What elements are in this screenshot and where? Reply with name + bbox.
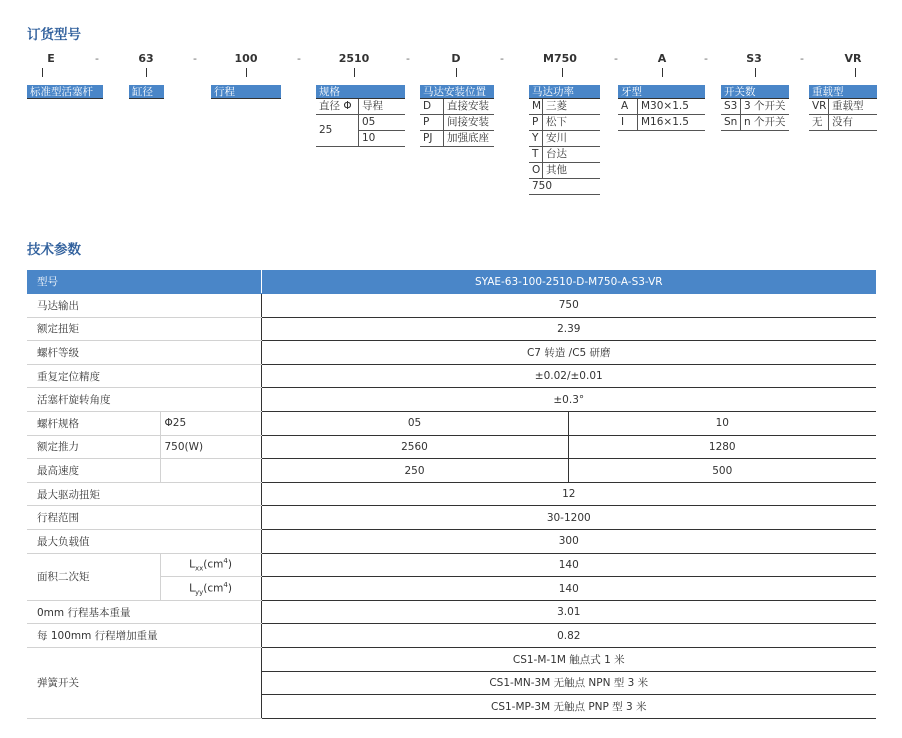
option-row	[618, 115, 705, 131]
option-code: Y	[529, 131, 543, 146]
row-value: 140	[261, 577, 876, 601]
row-label: 最大负载值	[27, 530, 261, 554]
code-tick	[42, 68, 43, 77]
block-motor-mount	[420, 85, 494, 147]
block-bore	[129, 85, 164, 99]
row-value: 30-1200	[261, 506, 876, 530]
option-code: P	[420, 115, 444, 130]
table-row	[27, 624, 876, 648]
code-tick	[246, 68, 247, 77]
code-tick	[562, 68, 563, 77]
table-row	[27, 388, 876, 412]
row-value: CS1-MN-3M 无触点 NPN 型 3 米	[261, 671, 876, 695]
code-dash: -	[500, 52, 504, 65]
lxx-label: $L_{xx}(cm^4)$	[160, 553, 261, 577]
option-code: O	[529, 163, 543, 178]
option-desc: 3 个开关	[744, 100, 786, 112]
row-sub-label	[160, 459, 261, 483]
option-code: P	[529, 115, 543, 130]
row-value: C7 转造 /C5 研磨	[261, 341, 876, 365]
option-desc: 直接安装	[447, 100, 489, 112]
option-code: VR	[809, 99, 829, 114]
option-row	[721, 115, 789, 131]
option-row	[721, 99, 789, 115]
option-row	[529, 147, 600, 163]
block-header: 开关数	[721, 85, 789, 99]
option-desc: n 个开关	[744, 116, 786, 128]
row-label: 行程范围	[27, 506, 261, 530]
row-value: 05	[261, 412, 568, 436]
code-segment: M750	[543, 52, 577, 65]
code-tick	[855, 68, 856, 77]
option-code: T	[529, 147, 543, 162]
option-row	[529, 99, 600, 115]
block-header: 重载型	[809, 85, 877, 99]
table-row	[27, 600, 876, 624]
option-row	[618, 99, 705, 115]
table-row	[27, 459, 876, 483]
code-dash: -	[800, 52, 804, 65]
code-segment: E	[47, 52, 55, 65]
row-label: 弹簧开关	[27, 648, 261, 719]
table-row	[27, 530, 876, 554]
row-value: CS1-MP-3M 无触点 PNP 型 3 米	[261, 695, 876, 719]
code-tick	[146, 68, 147, 77]
row-value: 10	[568, 412, 876, 436]
code-segment: VR	[844, 52, 862, 65]
option-row	[809, 99, 877, 115]
table-row	[27, 294, 876, 318]
option-desc: 安川	[546, 132, 567, 144]
option-desc: 间接安装	[447, 116, 489, 128]
block-spec	[316, 85, 405, 147]
row-value: 0.82	[261, 624, 876, 648]
table-row	[27, 482, 876, 506]
block-header: 行程	[211, 85, 281, 99]
option-row	[809, 115, 877, 131]
block-header: 马达安装位置	[420, 85, 494, 99]
block-heavy-load	[809, 85, 877, 131]
spec-header-row	[316, 99, 405, 115]
option-code: PJ	[420, 131, 444, 146]
option-row	[420, 99, 494, 115]
option-code: S3	[721, 99, 741, 114]
row-label: 0mm 行程基本重量	[27, 600, 261, 624]
option-code: I	[618, 115, 638, 130]
option-desc: M16×1.5	[641, 116, 689, 128]
table-row	[27, 364, 876, 388]
option-code: Sn	[721, 115, 741, 130]
table-row	[27, 435, 876, 459]
table-row	[27, 553, 876, 577]
tech-spec-title: 技术参数	[27, 242, 81, 258]
code-segment: 2510	[338, 52, 370, 65]
block-header: 规格	[316, 85, 405, 99]
row-label: 螺杆等级	[27, 341, 261, 365]
spec-col-lead: 导程	[362, 100, 383, 112]
code-segment: 100	[234, 52, 258, 65]
spec-col-diameter: 直径 Φ	[316, 99, 359, 114]
row-value: CS1-M-1M 触点式 1 米	[261, 648, 876, 672]
spec-leads	[359, 115, 405, 146]
code-tick	[354, 68, 355, 77]
row-label: 面积二次矩	[27, 553, 160, 600]
row-sub-label: 750(W)	[160, 435, 261, 459]
option-row	[529, 115, 600, 131]
block-switch-count	[721, 85, 789, 131]
row-label: 马达输出	[27, 294, 261, 318]
option-row	[529, 163, 600, 179]
row-value: 500	[568, 459, 876, 483]
row-label: 每 100mm 行程增加重量	[27, 624, 261, 648]
table-row	[27, 270, 876, 294]
motor-power-value: 750	[532, 180, 553, 192]
model-value: SYAE-63-100-2510-D-M750-A-S3-VR	[261, 270, 876, 294]
code-dash: -	[406, 52, 410, 65]
order-code-title: 订货型号	[27, 27, 81, 43]
row-value: 300	[261, 530, 876, 554]
row-value: ±0.3°	[261, 388, 876, 412]
code-segment: S3	[746, 52, 762, 65]
code-segment: 63	[138, 52, 154, 65]
code-tick	[755, 68, 756, 77]
table-row	[27, 341, 876, 365]
row-value: 140	[261, 553, 876, 577]
option-desc: 三菱	[546, 100, 567, 112]
block-stroke	[211, 85, 281, 99]
table-row	[27, 648, 876, 672]
option-row	[420, 115, 494, 131]
option-desc: 台达	[546, 148, 567, 160]
row-value: 2.39	[261, 317, 876, 341]
code-segment: D	[451, 52, 461, 65]
row-label: 螺杆规格	[27, 412, 160, 436]
row-value: 1280	[568, 435, 876, 459]
row-value: ±0.02/±0.01	[261, 364, 876, 388]
block-piston-rod	[27, 85, 103, 99]
option-desc: 没有	[832, 116, 853, 128]
table-row	[27, 506, 876, 530]
row-sub-label: Φ25	[160, 412, 261, 436]
option-code: M	[529, 99, 543, 114]
code-dash: -	[95, 52, 99, 65]
option-row	[529, 131, 600, 147]
option-desc: M30×1.5	[641, 100, 689, 112]
block-motor-power	[529, 85, 600, 195]
code-segment: A	[657, 52, 667, 65]
row-value: 12	[261, 482, 876, 506]
row-label: 额定推力	[27, 435, 160, 459]
row-label: 最大驱动扭矩	[27, 482, 261, 506]
option-desc: 其他	[546, 164, 567, 176]
block-header: 标准型活塞杆	[27, 85, 103, 99]
code-dash: -	[193, 52, 197, 65]
code-tick	[662, 68, 663, 77]
row-label: 活塞杆旋转角度	[27, 388, 261, 412]
option-desc: 加强底座	[447, 132, 489, 144]
option-desc: 重载型	[832, 100, 864, 112]
option-row	[420, 131, 494, 147]
table-row	[27, 412, 876, 436]
spec-diameter: 25	[316, 115, 359, 146]
row-label: 最高速度	[27, 459, 160, 483]
row-label: 重复定位精度	[27, 364, 261, 388]
row-value: 250	[261, 459, 568, 483]
block-header: 缸径	[129, 85, 164, 99]
option-code: A	[618, 99, 638, 114]
option-desc: 松下	[546, 116, 567, 128]
block-header: 牙型	[618, 85, 705, 99]
spec-values	[316, 115, 405, 147]
model-label: 型号	[27, 270, 261, 294]
table-row	[27, 317, 876, 341]
lyy-label: $L_{yy}(cm^4)$	[160, 577, 261, 601]
option-row	[529, 179, 600, 195]
row-value: 750	[261, 294, 876, 318]
row-label: 额定扭矩	[27, 317, 261, 341]
spec-lead: 10	[362, 132, 376, 144]
option-code: 无	[809, 115, 829, 130]
row-value: 3.01	[261, 600, 876, 624]
option-code: D	[420, 99, 444, 114]
row-value: 2560	[261, 435, 568, 459]
code-dash: -	[297, 52, 301, 65]
code-tick	[456, 68, 457, 77]
code-dash: -	[614, 52, 618, 65]
code-dash: -	[704, 52, 708, 65]
block-thread	[618, 85, 705, 131]
spec-lead: 05	[359, 115, 405, 131]
block-header: 马达功率	[529, 85, 600, 99]
tech-spec-table	[27, 270, 876, 719]
